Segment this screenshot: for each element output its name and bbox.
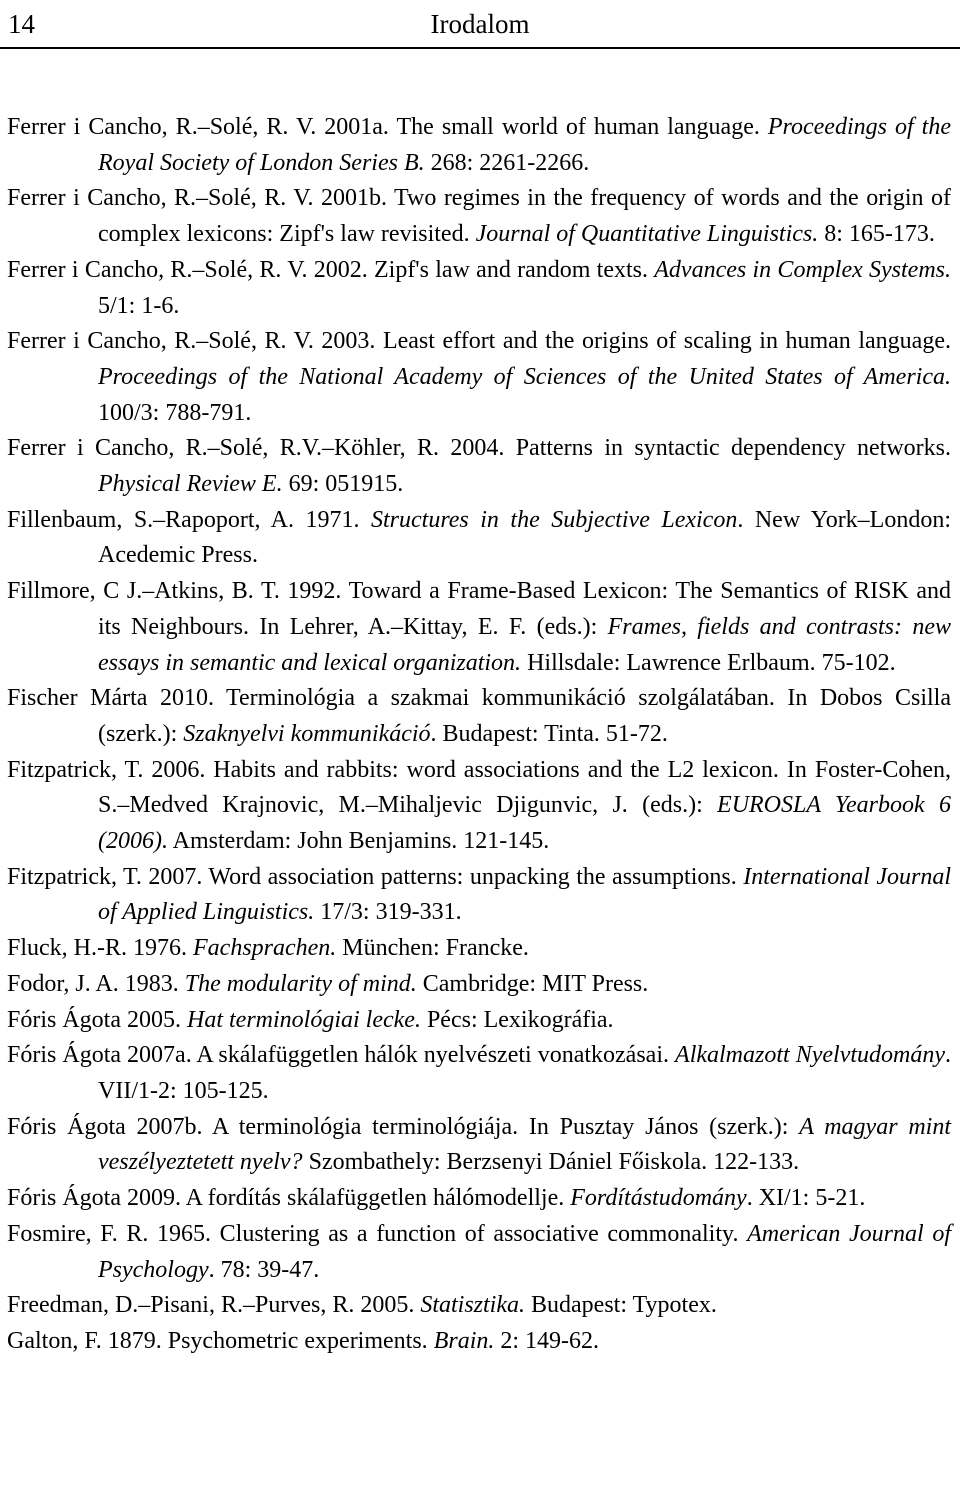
- reference-text: Hillsdale: Lawrence Erlbaum. 75-102.: [521, 649, 896, 676]
- reference-text: Fodor, J. A. 1983.: [7, 970, 185, 997]
- reference-title-italic: American Journal of Psychology: [98, 1220, 951, 1283]
- reference-title-italic: Alkalmazott Nyelvtudomány: [675, 1042, 945, 1069]
- reference-title-italic: Proceedings of the National Academy of Sciences of the United States of America.: [98, 363, 951, 390]
- reference-title-italic: Brain.: [433, 1327, 495, 1354]
- reference-text: Freedman, D.–Pisani, R.–Purves, R. 2005.: [7, 1292, 421, 1319]
- reference-text: Galton, F. 1879. Psychometric experiments.: [7, 1327, 434, 1354]
- page-header: [0, 0, 960, 48]
- reference-entry: [7, 253, 951, 324]
- reference-entry: [7, 1181, 951, 1217]
- reference-entry: [7, 681, 951, 752]
- reference-text: . XI/1: 5-21.: [746, 1185, 866, 1212]
- reference-text: 268: 2261-2266.: [424, 149, 590, 176]
- reference-text: 8: 165-173.: [818, 221, 935, 248]
- reference-text: Ferrer i Cancho, R.–Solé, R. V. 2001b. Two regimes in the frequency of words and the origin of complex lexicons: Zipf's law revisited.: [7, 185, 951, 248]
- reference-text: Pécs: Lexikográfia.: [420, 1006, 614, 1033]
- reference-text: 69: 051915.: [282, 471, 404, 498]
- reference-text: Ferrer i Cancho, R.–Solé, R. V. 2003. Least effort and the origins of scaling in human language.: [7, 328, 951, 355]
- reference-text: 17/3: 319-331.: [314, 899, 462, 926]
- reference-entry: [7, 181, 951, 252]
- reference-text: . 78: 39-47.: [208, 1256, 320, 1283]
- reference-entry: [7, 860, 951, 931]
- reference-text: Fitzpatrick, T. 2006. Habits and rabbits: word associations and the L2 lexicon. In Foster-Cohen, S.–Medved Krajnovic, M.–Mihaljevic Djigunvic, J. (eds.):: [7, 756, 951, 819]
- page-number: 14: [8, 9, 35, 39]
- reference-text: Fluck, H.-R. 1976.: [7, 935, 193, 962]
- reference-entry: [7, 110, 951, 181]
- reference-title-italic: Structures in the Subjective Lexicon: [371, 506, 738, 533]
- reference-entry: [7, 1324, 951, 1360]
- reference-text: Fischer Márta 2010. Terminológia a szakmai kommunikáció szolgálatában. In Dobos Csilla (szerk.):: [7, 685, 951, 747]
- reference-text: 100/3: 788-791.: [98, 399, 252, 426]
- reference-text: Szombathely: Berzsenyi Dániel Főiskola. 122-133.: [302, 1149, 800, 1176]
- reference-entry: [7, 753, 951, 860]
- header-rule: [0, 47, 960, 49]
- reference-text: Fóris Ágota 2007a. A skálafüggetlen hálók nyelvészeti vonatkozásai.: [7, 1042, 676, 1069]
- reference-title-italic: A magyar mint veszélyeztetett nyelv?: [98, 1113, 951, 1176]
- reference-text: Ferrer i Cancho, R.–Solé, R. V. 2002. Zipf's law and random texts.: [7, 256, 655, 283]
- reference-title-italic: Fordítástudomány: [570, 1185, 747, 1212]
- reference-text: Cambridge: MIT Press.: [416, 970, 649, 997]
- reference-title-italic: The modularity of mind.: [184, 970, 417, 997]
- reference-entry: [7, 1288, 951, 1324]
- reference-text: Fitzpatrick, T. 2007. Word association patterns: unpacking the assumptions.: [7, 863, 744, 890]
- reference-title-italic: Advances in Complex Systems.: [654, 256, 951, 283]
- reference-entry: [7, 324, 951, 431]
- reference-text: Fosmire, F. R. 1965. Clustering as a function of associative commonality.: [7, 1220, 748, 1247]
- reference-title-italic: EUROSLA Yearbook 6 (2006).: [98, 792, 951, 855]
- reference-text: Fóris Ágota 2005.: [7, 1006, 187, 1033]
- reference-text: Ferrer i Cancho, R.–Solé, R.V.–Köhler, R. 2004. Patterns in syntactic dependency networks.: [7, 435, 951, 462]
- reference-text: Fillmore, C J.–Atkins, B. T. 1992. Toward a Frame-Based Lexicon: The Semantics of RISK and its Neighbours. In Lehrer, A.–Kittay, E. F. (eds.):: [7, 578, 951, 640]
- reference-text: 5/1: 1-6.: [98, 292, 180, 319]
- reference-entry: [7, 1003, 951, 1039]
- reference-title-italic: International Journal of Applied Linguistics.: [98, 863, 951, 926]
- reference-text: Fóris Ágota 2009. A fordítás skálafüggetlen hálómodellje.: [7, 1185, 571, 1212]
- reference-list: [7, 110, 951, 1360]
- reference-entry: [7, 1217, 951, 1288]
- reference-entry: [7, 1110, 951, 1181]
- reference-text: Fóris Ágota 2007b. A terminológia terminológiája. In Pusztay János (szerk.):: [7, 1113, 800, 1140]
- reference-text: . Budapest: Tinta. 51-72.: [430, 720, 668, 747]
- reference-entry: [7, 503, 951, 574]
- reference-entry: [7, 1038, 951, 1109]
- reference-entry: [7, 931, 951, 967]
- reference-entry: [7, 967, 951, 1003]
- reference-entry: [7, 431, 951, 502]
- reference-title-italic: Proceedings of the Royal Society of London Series B.: [98, 114, 952, 176]
- reference-title-italic: Physical Review E.: [98, 471, 283, 498]
- reference-title-italic: Fachsprachen.: [193, 935, 337, 962]
- reference-text: 2: 149-62.: [494, 1327, 600, 1354]
- reference-text: . VII/1-2: 105-125.: [98, 1042, 951, 1104]
- reference-title-italic: Statisztika.: [420, 1292, 525, 1319]
- reference-entry: [7, 574, 951, 681]
- reference-text: Fillenbaum, S.–Rapoport, A. 1971.: [7, 506, 371, 533]
- running-title: Irodalom: [430, 9, 530, 39]
- reference-title-italic: Frames, fields and contrasts: new essays in semantic and lexical organization.: [98, 613, 952, 676]
- reference-title-italic: Szaknyelvi kommunikáció: [183, 720, 431, 747]
- reference-text: Budapest: Typotex.: [525, 1292, 717, 1319]
- reference-text: München: Francke.: [336, 935, 529, 962]
- reference-title-italic: Journal of Quantitative Linguistics.: [475, 221, 819, 248]
- reference-text: Ferrer i Cancho, R.–Solé, R. V. 2001a. The small world of human language.: [7, 114, 768, 140]
- reference-title-italic: Hat terminológiai lecke.: [187, 1006, 421, 1033]
- reference-text: . New York–London: Acedemic Press.: [98, 506, 952, 569]
- reference-text: Amsterdam: John Benjamins. 121-145.: [167, 828, 550, 855]
